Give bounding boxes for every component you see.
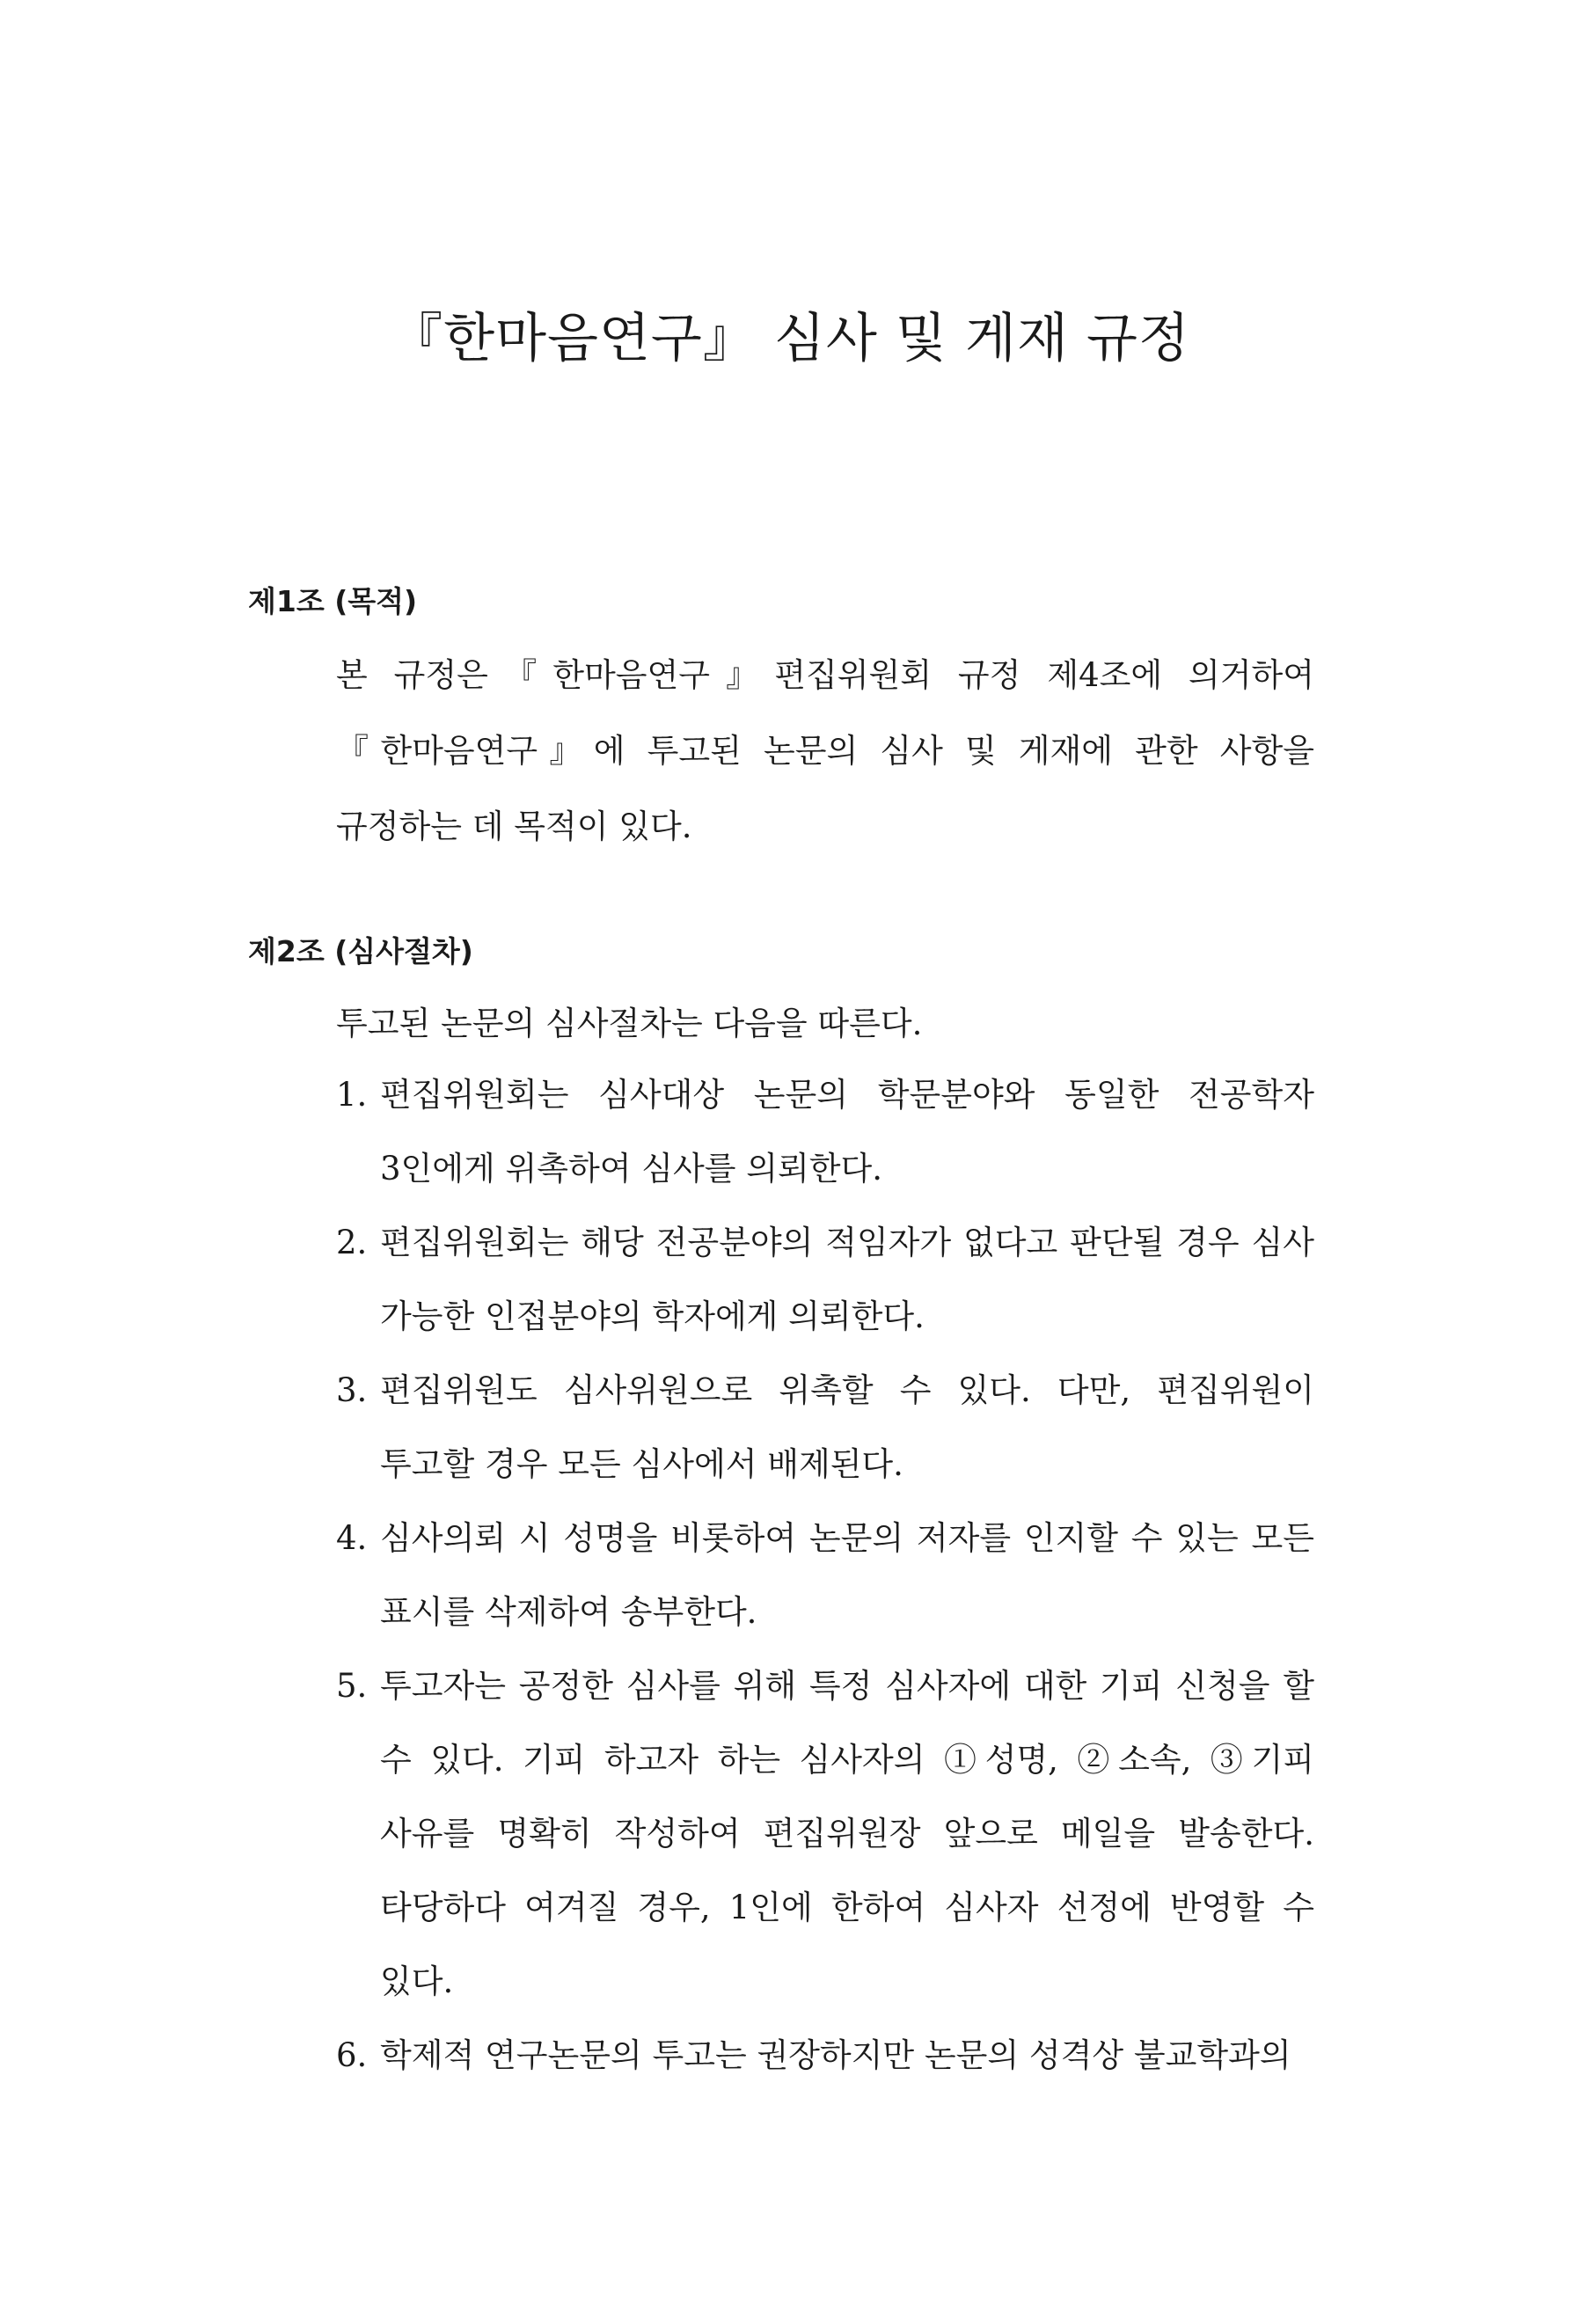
list-item-text: 편집위원회는 심사대상 논문의 학문분야와 동일한 전공학자 3인에게 위촉하여 심사를 의뢰한다. (380, 1076, 1314, 1188)
list-item-number: 2. (336, 1224, 368, 1261)
list-item-number: 1. (336, 1076, 368, 1114)
article-1-heading: 제1조 (목적) (248, 584, 418, 618)
list-item (336, 2019, 1314, 2093)
article-2-intro: 투고된 논문의 심사절차는 다음을 따른다. (336, 1005, 923, 1042)
list-item-text: 편집위원도 심사위원으로 위촉할 수 있다. 다만, 편집위원이 투고할 경우 모든 심사에서 배제된다. (380, 1371, 1314, 1483)
list-item-text: 투고자는 공정한 심사를 위해 특정 심사자에 대한 기피 신청을 할 수 있다. 기피 하고자 하는 심사자의 ①성명, ②소속, ③기피 사유를 명확히 작성하여 편집위원장 앞으로 메일을 발송한다. 타당하다 여겨질 경우, 1인에 한하여 심사자 선정에 반영할 수 있다. (380, 1667, 1314, 2000)
list-item-number: 5. (336, 1667, 368, 1705)
list-item-number: 4. (336, 1519, 368, 1557)
list-item-number: 3. (336, 1371, 368, 1409)
list-item (336, 1502, 1314, 1649)
article-1-body: 본 규정은『한마음연구』편집위원회 규정 제4조에 의거하여『한마음연구』에 투고된 논문의 심사 및 게재에 관한 사항을 규정하는 데 목적이 있다. (336, 656, 1314, 845)
review-procedure-list (336, 1058, 1314, 2093)
document-title: 『한마음연구』 심사 및 게재 규정 (390, 308, 1190, 369)
list-item (336, 1354, 1314, 1502)
list-item-text: 학제적 연구논문의 투고는 권장하지만 논문의 성격상 불교학과의 (380, 2036, 1291, 2074)
list-item (336, 1206, 1314, 1354)
list-item-text: 편집위원회는 해당 전공분야의 적임자가 없다고 판단될 경우 심사 가능한 인접분야의 학자에게 의뢰한다. (380, 1224, 1314, 1335)
list-item-text: 심사의뢰 시 성명을 비롯하여 논문의 저자를 인지할 수 있는 모든 표시를 삭제하여 송부한다. (380, 1519, 1314, 1631)
list-item (336, 1058, 1314, 1206)
article-2-heading: 제2조 (심사절차) (248, 934, 473, 968)
list-item (336, 1649, 1314, 2019)
list-item-number: 6. (336, 2036, 368, 2074)
